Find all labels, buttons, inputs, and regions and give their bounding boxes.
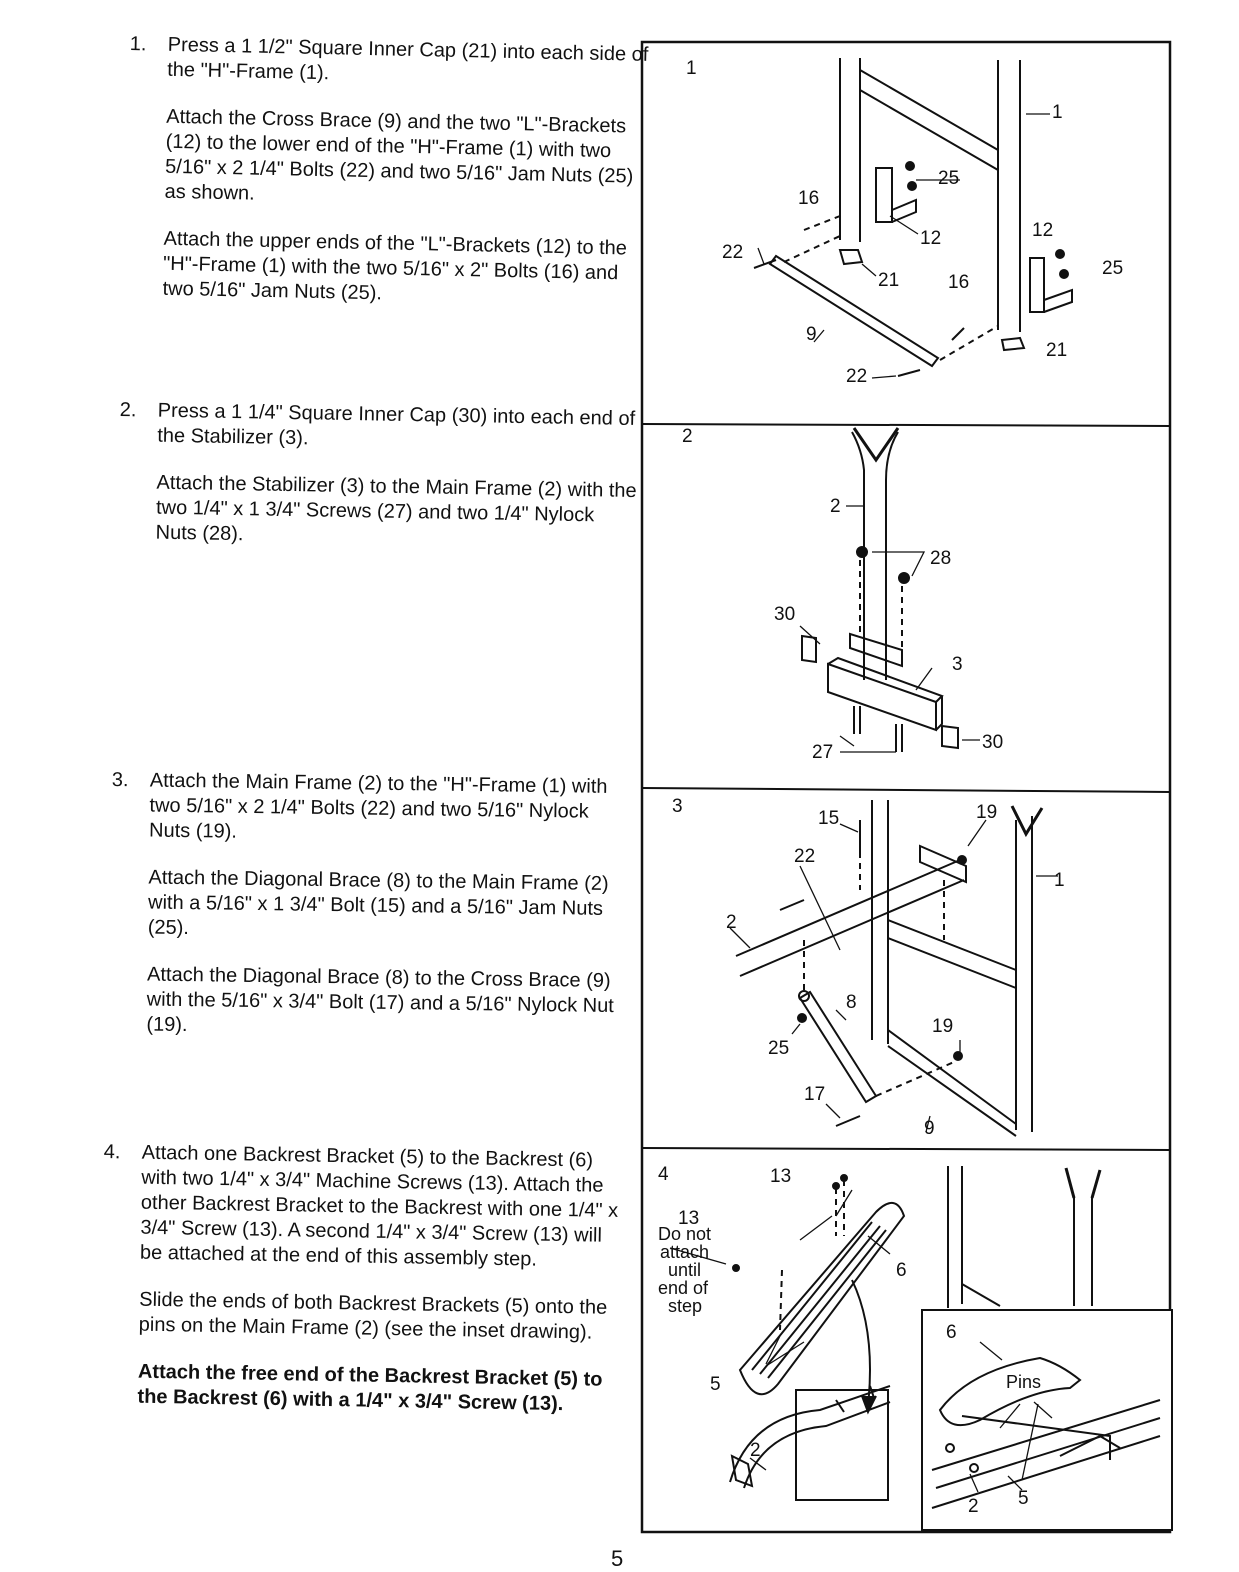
inner-cap: [802, 636, 816, 662]
mount-plate: [850, 634, 902, 666]
step-number: 1.: [129, 32, 147, 56]
inset-drawing: [922, 1310, 1172, 1530]
h-frame-left-leg: [840, 58, 860, 242]
note-line: Do not: [658, 1224, 712, 1244]
screw: [854, 706, 902, 752]
figure-panel-1: [686, 58, 1123, 387]
part-label: 12: [1032, 220, 1054, 241]
leader-lines: [730, 820, 1058, 1132]
figure-panel-4: [658, 1164, 1172, 1530]
assembly-guide: [804, 852, 954, 1096]
part-label: 16: [798, 188, 820, 209]
part-label: 2: [726, 912, 737, 933]
step-2: [117, 398, 640, 576]
part-label: 25: [938, 168, 960, 189]
leader-lines: [758, 114, 1050, 378]
part-label: 8: [846, 992, 857, 1013]
part-label: 5: [710, 1374, 721, 1395]
part-label: 30: [982, 732, 1004, 753]
step-paragraph: Press a 1 1/2" Square Inner Cap (21) into each side of the "H"-Frame (1).: [166, 33, 649, 85]
pins-label: Pins: [1006, 1372, 1042, 1392]
step-paragraph: Attach the Diagonal Brace (8) to the Main Frame (2) with a 5/16" x 1 3/4" Bolt (15) and a 5/16" Jam Nuts (25).: [147, 866, 609, 940]
part-label: 22: [846, 366, 868, 387]
part-label: 6: [896, 1260, 907, 1281]
bolt: [952, 328, 964, 340]
panel-divider: [642, 424, 1170, 426]
part-label: 25: [768, 1038, 790, 1059]
figure-panel-2: [682, 426, 1003, 763]
step-paragraph: Attach the Stabilizer (3) to the Main Frame (2) with the two 1/4" x 1 3/4" Screws (27) and two 1/4" Nylock Nuts (28).: [155, 471, 637, 546]
part-label: 28: [930, 548, 952, 569]
part-label: 1: [1052, 102, 1063, 123]
panel-divider: [642, 1148, 1170, 1150]
h-frame-cross: [962, 1284, 1000, 1306]
step-paragraph: Attach the upper ends of the "L"-Brackets (12) to the "H"-Frame (1) with the two 5/16" x 2" Bolts (16) and two 5/16" Jam Nuts (25).: [162, 227, 628, 305]
pointer-arrow: [852, 1280, 870, 1406]
nut: [958, 856, 966, 864]
step-paragraph: Attach one Backrest Bracket (5) to the Backrest (6) with two 1/4" x 3/4" Machine Screws (13). Attach the other Backrest Bracket to the Backrest with one 1/4" x 3/4" Screw (13). A second 1/4" x 3/4" Screw (13) will be attached at the end of this assembly step.: [139, 1141, 619, 1271]
inner-cap: [942, 726, 958, 748]
panel-number: 1: [686, 58, 697, 79]
l-bracket: [1030, 258, 1072, 312]
part-label: 2: [750, 1440, 761, 1461]
step-number: 2.: [119, 398, 137, 422]
main-frame: [736, 860, 964, 976]
part-label: 19: [932, 1016, 954, 1037]
part-label: 5: [1018, 1488, 1029, 1509]
screw-head: [733, 1265, 739, 1271]
part-label: 21: [1046, 340, 1068, 361]
frame-end: [732, 1456, 752, 1486]
step-1: [124, 32, 650, 334]
panel-divider: [642, 788, 1170, 792]
part-label: 9: [924, 1118, 935, 1139]
step-paragraph: Attach the Cross Brace (9) and the two "L"-Brackets (12) to the lower end of the "H"-Frame (1) with two 5/16" x 2 1/4" Bolts (22) and two 5/16" Jam Nuts (25) as shown.: [164, 105, 634, 205]
h-frame-right-leg: [998, 60, 1020, 332]
cross-brace: [770, 256, 938, 366]
step-3: [108, 768, 632, 1066]
nut: [1056, 250, 1064, 258]
step-paragraph: Slide the ends of both Backrest Brackets (5) onto the pins on the Main Frame (2) (see the inset drawing).: [138, 1288, 608, 1344]
part-label: 27: [812, 742, 834, 763]
screw-head: [833, 1183, 839, 1189]
panel-number: 2: [682, 426, 693, 447]
nut: [899, 573, 909, 583]
part-label: 16: [948, 272, 970, 293]
part-label: 2: [968, 1496, 979, 1517]
part-label: 2: [830, 496, 841, 517]
part-label: 15: [818, 808, 840, 829]
note-line: until: [668, 1260, 702, 1280]
detail-box: [796, 1390, 888, 1500]
leader-lines: [800, 506, 980, 752]
part-label: 12: [920, 228, 942, 249]
h-frame-cross-member: [860, 70, 998, 170]
panel-number: 4: [658, 1164, 669, 1185]
page-number: 5: [611, 1546, 624, 1571]
figure-border: [642, 42, 1170, 1532]
part-label: 9: [806, 324, 817, 345]
part-label: 17: [804, 1084, 826, 1105]
figure-panel-3: [672, 796, 1065, 1139]
backrest-bracket: [752, 1222, 886, 1378]
part-label: 22: [722, 242, 744, 263]
step-number: 3.: [111, 768, 129, 792]
part-label: 13: [770, 1166, 792, 1187]
nut: [1060, 270, 1068, 278]
note-line: attach: [660, 1242, 710, 1262]
nut: [954, 1052, 962, 1060]
panel-number: 3: [672, 796, 683, 817]
step-paragraph: Attach the Diagonal Brace (8) to the Cross Brace (9) with the 5/16" x 3/4" Bolt (17) and a 5/16" Nylock Nut (19).: [146, 963, 614, 1037]
bolt: [780, 900, 804, 910]
step-paragraph: Attach the free end of the Backrest Bracket (5) to the Backrest (6) with a 1/4" x 3/4" Screw (13).: [137, 1360, 603, 1416]
step-4: [99, 1140, 624, 1440]
square-cap: [1002, 338, 1024, 350]
part-label: 30: [774, 604, 796, 625]
step-paragraph: Attach the Main Frame (2) to the "H"-Frame (1) with two 5/16" x 2 1/4" Bolts (22) and two 5/16" Nylock Nuts (19).: [148, 769, 608, 843]
part-label: 21: [878, 270, 900, 291]
nut: [908, 182, 916, 190]
part-label: 22: [794, 846, 816, 867]
part-label: 25: [1102, 258, 1124, 279]
note-line: step: [668, 1296, 703, 1316]
nut: [798, 1014, 806, 1022]
bolt: [898, 370, 920, 376]
part-label: 13: [678, 1208, 700, 1229]
nut: [906, 162, 914, 170]
square-cap: [840, 250, 862, 264]
nut: [857, 547, 867, 557]
assembly-figures: [640, 40, 1235, 1540]
part-label: 1: [1054, 870, 1065, 891]
part-label: 19: [976, 802, 998, 823]
screw-head: [841, 1175, 847, 1181]
l-bracket: [876, 168, 916, 222]
part-label: 6: [946, 1322, 957, 1343]
part-label: 3: [952, 654, 963, 675]
step-number: 4.: [103, 1140, 121, 1164]
h-frame-top: [1066, 1168, 1100, 1198]
note-line: end of: [658, 1278, 709, 1298]
step-paragraph: Press a 1 1/4" Square Inner Cap (30) into each end of the Stabilizer (3).: [157, 399, 636, 450]
